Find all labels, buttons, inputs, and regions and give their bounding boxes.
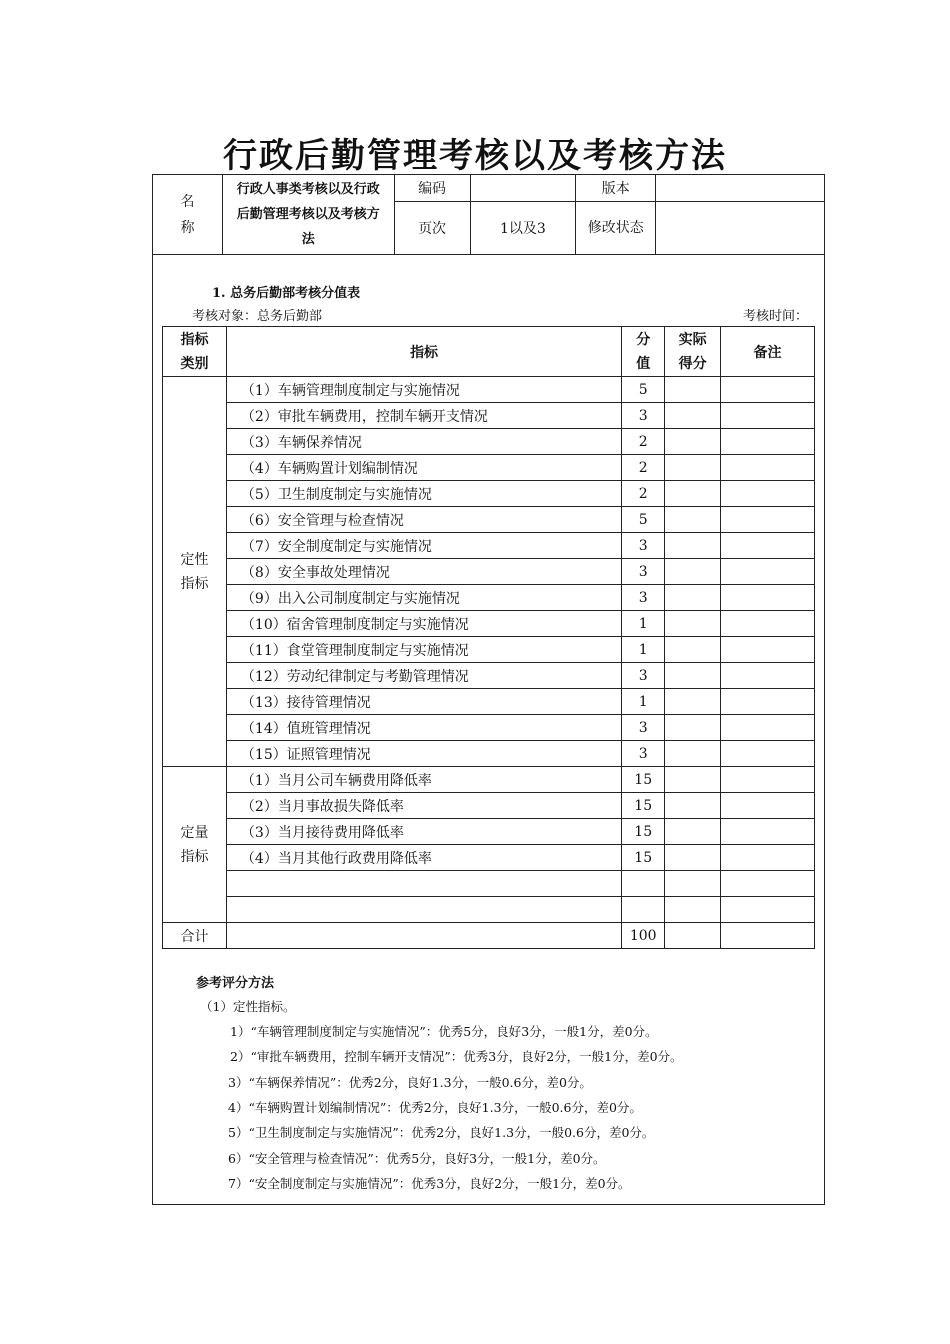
- remark-cell: [721, 377, 815, 403]
- table-row: [163, 611, 815, 637]
- version-label: 版本: [576, 175, 656, 202]
- total-actual-cell: [665, 923, 721, 949]
- actual-score-cell: [665, 871, 721, 897]
- actual-score-cell: [665, 845, 721, 871]
- indicator-cell: （6）安全管理与检查情况: [226, 507, 621, 533]
- indicator-cell: （8）安全事故处理情况: [226, 559, 621, 585]
- score-cell: 2: [622, 455, 665, 481]
- indicator-cell: （4）当月其他行政费用降低率: [226, 845, 621, 871]
- remark-cell: [721, 611, 815, 637]
- category-quantitative: [163, 767, 227, 923]
- score-cell: 1: [622, 689, 665, 715]
- indicator-cell: （2）当月事故损失降低率: [226, 793, 621, 819]
- method-subtitle: （1）定性指标。: [200, 999, 296, 1014]
- indicator-cell: （5）卫生制度制定与实施情况: [226, 481, 621, 507]
- col-remark: 备注: [721, 327, 815, 377]
- assessment-time-label: 考核时间：: [743, 309, 809, 324]
- table-row: [163, 533, 815, 559]
- category-qualitative: [163, 377, 227, 767]
- actual-score-cell: [665, 585, 721, 611]
- indicator-cell: （15）证照管理情况: [226, 741, 621, 767]
- section-title: 1. 总务后勤部考核分值表: [212, 286, 361, 301]
- remark-cell: [721, 637, 815, 663]
- method-line: 2）“审批车辆费用，控制车辆开支情况”：优秀3分，良好2分，一般1分，差0分。: [230, 1049, 683, 1065]
- table-row: [163, 767, 815, 793]
- col-category: 指标类别: [163, 327, 227, 377]
- remark-cell: [721, 793, 815, 819]
- score-cell: 3: [622, 585, 665, 611]
- remark-cell: [721, 429, 815, 455]
- total-label: 合计: [163, 923, 227, 949]
- version-value: [656, 175, 825, 202]
- indicator-cell: （3）当月接待费用降低率: [226, 819, 621, 845]
- indicator-cell: （12）劳动纪律制定与考勤管理情况: [226, 663, 621, 689]
- method-line: 4）“车辆购置计划编制情况”：优秀2分，良好1.3分，一般0.6分，差0分。: [228, 1099, 642, 1115]
- table-row: [163, 481, 815, 507]
- score-table: [162, 326, 815, 949]
- remark-cell: [721, 689, 815, 715]
- remark-cell: [721, 559, 815, 585]
- actual-score-cell: [665, 455, 721, 481]
- score-cell: 15: [622, 819, 665, 845]
- indicator-cell: （1）当月公司车辆费用降低率: [226, 767, 621, 793]
- code-value: [470, 175, 576, 202]
- table-row: [163, 403, 815, 429]
- remark-cell: [721, 585, 815, 611]
- remark-cell: [721, 715, 815, 741]
- remark-cell: [721, 507, 815, 533]
- indicator-cell: （13）接待管理情况: [226, 689, 621, 715]
- score-cell: 15: [622, 793, 665, 819]
- category-qualitative-text: 定性指标: [180, 551, 209, 592]
- score-cell: 3: [622, 533, 665, 559]
- score-cell: 3: [622, 403, 665, 429]
- score-cell: 3: [622, 663, 665, 689]
- method-line: 3）“车辆保养情况”：优秀2分，良好1.3分，一般0.6分，差0分。: [228, 1074, 592, 1090]
- score-cell: 3: [622, 741, 665, 767]
- actual-score-cell: [665, 793, 721, 819]
- table-row: [163, 585, 815, 611]
- col-score: 分值: [622, 327, 665, 377]
- name-value: 行政人事类考核以及行政后勤管理考核以及考核方法: [222, 175, 394, 255]
- remark-cell: [721, 845, 815, 871]
- table-row: [163, 637, 815, 663]
- page-value: 1以及3: [470, 202, 576, 255]
- actual-score-cell: [665, 507, 721, 533]
- score-cell: 15: [622, 767, 665, 793]
- actual-score-cell: [665, 377, 721, 403]
- remark-cell: [721, 819, 815, 845]
- score-cell: 2: [622, 429, 665, 455]
- remark-cell: [721, 897, 815, 923]
- score-cell: [622, 871, 665, 897]
- total-row: [163, 923, 815, 949]
- indicator-cell: （9）出入公司制度制定与实施情况: [226, 585, 621, 611]
- total-indicator-cell: [226, 923, 621, 949]
- header-table: [152, 174, 825, 255]
- actual-score-cell: [665, 767, 721, 793]
- remark-cell: [721, 871, 815, 897]
- actual-score-cell: [665, 897, 721, 923]
- col-indicator: 指标: [226, 327, 621, 377]
- method-line: 5）“卫生制度制定与实施情况”：优秀2分，良好1.3分，一般0.6分，差0分。: [228, 1125, 655, 1141]
- score-cell: 15: [622, 845, 665, 871]
- table-row: [163, 715, 815, 741]
- remark-cell: [721, 533, 815, 559]
- remark-cell: [721, 767, 815, 793]
- actual-score-cell: [665, 481, 721, 507]
- table-row: [163, 845, 815, 871]
- table-row: [163, 897, 815, 923]
- table-row: [163, 455, 815, 481]
- indicator-cell: （14）值班管理情况: [226, 715, 621, 741]
- remark-cell: [721, 455, 815, 481]
- page-label: 页次: [394, 202, 470, 255]
- score-cell: 2: [622, 481, 665, 507]
- total-score: 100: [622, 923, 665, 949]
- remark-cell: [721, 403, 815, 429]
- indicator-cell: （4）车辆购置计划编制情况: [226, 455, 621, 481]
- remark-cell: [721, 741, 815, 767]
- score-cell: 1: [622, 611, 665, 637]
- method-line: 7）“安全制度制定与实施情况”：优秀3分，良好2分，一般1分，差0分。: [228, 1175, 631, 1191]
- indicator-cell: [226, 871, 621, 897]
- actual-score-cell: [665, 689, 721, 715]
- actual-score-cell: [665, 741, 721, 767]
- assessment-object: 考核对象：总务后勤部: [192, 309, 323, 324]
- score-cell: 3: [622, 559, 665, 585]
- table-row: [163, 741, 815, 767]
- status-value: [656, 202, 825, 255]
- table-row: [163, 377, 815, 403]
- score-cell: 1: [622, 637, 665, 663]
- score-cell: 5: [622, 377, 665, 403]
- table-row: [163, 507, 815, 533]
- actual-score-cell: [665, 715, 721, 741]
- actual-score-cell: [665, 663, 721, 689]
- score-cell: 3: [622, 715, 665, 741]
- indicator-cell: （2）审批车辆费用，控制车辆开支情况: [226, 403, 621, 429]
- total-remark-cell: [721, 923, 815, 949]
- table-row: [163, 559, 815, 585]
- indicator-cell: （3）车辆保养情况: [226, 429, 621, 455]
- col-actual: 实际得分: [665, 327, 721, 377]
- remark-cell: [721, 481, 815, 507]
- table-row: [163, 689, 815, 715]
- actual-score-cell: [665, 611, 721, 637]
- actual-score-cell: [665, 403, 721, 429]
- actual-score-cell: [665, 429, 721, 455]
- score-cell: [622, 897, 665, 923]
- code-label: 编码: [394, 175, 470, 202]
- indicator-cell: （7）安全制度制定与实施情况: [226, 533, 621, 559]
- remark-cell: [721, 663, 815, 689]
- indicator-cell: [226, 897, 621, 923]
- actual-score-cell: [665, 819, 721, 845]
- status-label: 修改状态: [576, 202, 656, 255]
- indicator-cell: （10）宿舍管理制度制定与实施情况: [226, 611, 621, 637]
- actual-score-cell: [665, 559, 721, 585]
- table-row: [163, 871, 815, 897]
- table-row: [163, 663, 815, 689]
- category-quantitative-text: 定量指标: [180, 824, 209, 865]
- actual-score-cell: [665, 637, 721, 663]
- name-label: 名称: [153, 175, 223, 255]
- method-line: 1）“车辆管理制度制定与实施情况”：优秀5分，良好3分，一般1分，差0分。: [230, 1024, 658, 1039]
- actual-score-cell: [665, 533, 721, 559]
- indicator-cell: （11）食堂管理制度制定与实施情况: [226, 637, 621, 663]
- score-cell: 5: [622, 507, 665, 533]
- document-title: 行政后勤管理考核以及考核方法: [223, 136, 727, 176]
- indicator-cell: （1）车辆管理制度制定与实施情况: [226, 377, 621, 403]
- table-row: [163, 819, 815, 845]
- method-title: 参考评分方法: [196, 976, 275, 991]
- method-line: 6）“安全管理与检查情况”：优秀5分，良好3分，一般1分，差0分。: [228, 1150, 606, 1166]
- table-row: [163, 429, 815, 455]
- table-row: [163, 793, 815, 819]
